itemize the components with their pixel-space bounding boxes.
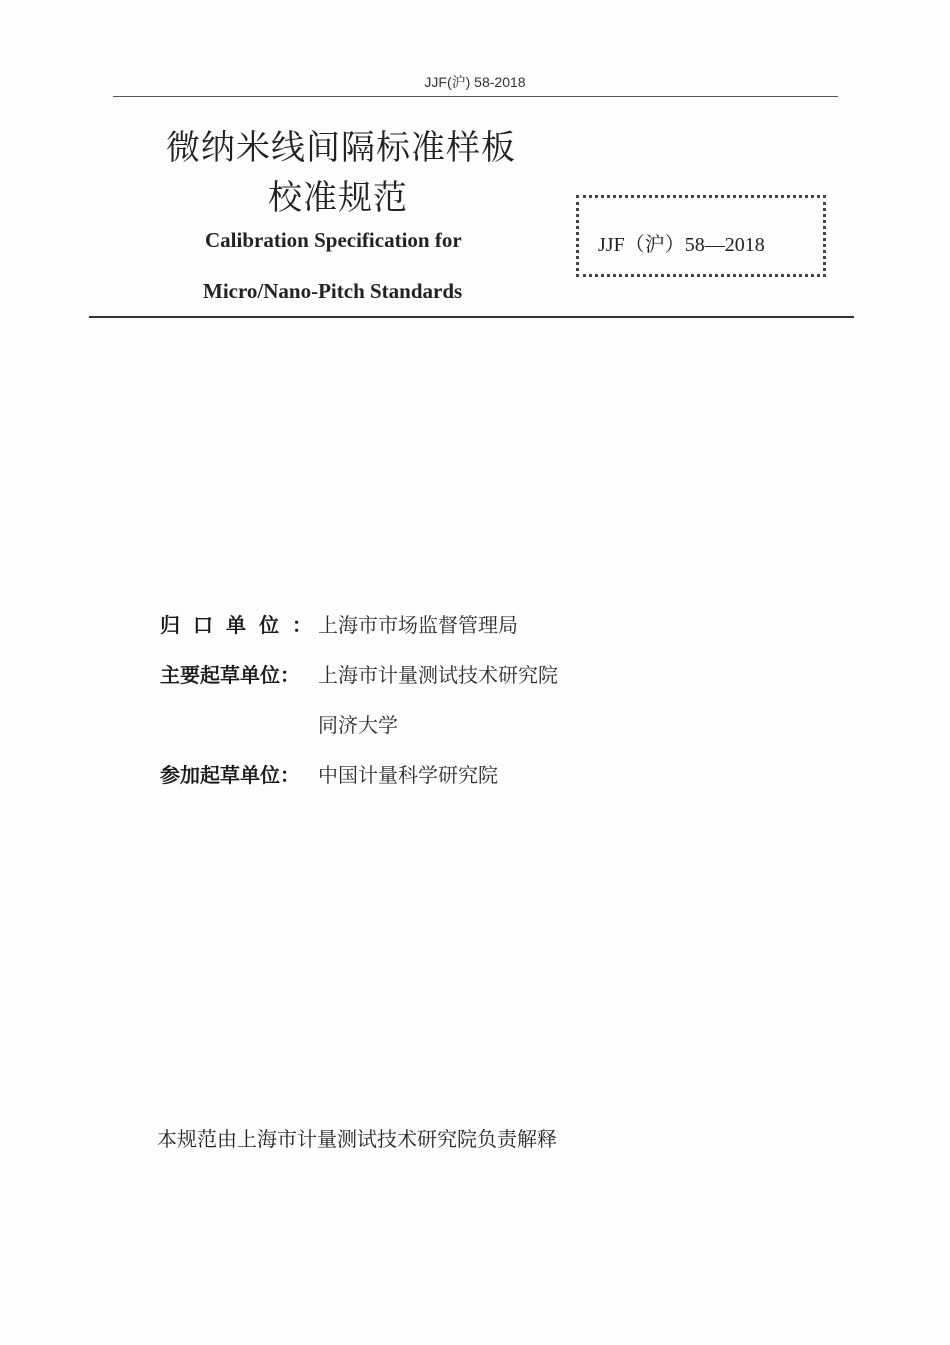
title-english-line-1: Calibration Specification for (205, 228, 462, 252)
header-rule (113, 96, 838, 97)
main-drafting-unit-label: 主要起草单位： (160, 663, 300, 687)
participating-unit-value: 中国计量科学研究院 (318, 763, 498, 787)
title-rule (89, 316, 854, 318)
title-chinese-line-1: 微纳米线间隔标准样板 (166, 128, 516, 168)
running-header-code: JJF(沪) 58-2018 (424, 74, 526, 90)
title-chinese-line-2: 校准规范 (268, 178, 408, 218)
interpretation-note: 本规范由上海市计量测试技术研究院负责解释 (157, 1127, 557, 1151)
responsible-unit-label: 归口单位： (160, 613, 325, 637)
main-drafting-unit-value-1: 上海市计量测试技术研究院 (318, 663, 558, 687)
responsible-unit-value: 上海市市场监督管理局 (318, 613, 518, 637)
main-drafting-unit-row (160, 659, 558, 688)
responsible-unit-row (160, 609, 518, 638)
specification-code: JJF（沪）58—2018 (598, 234, 765, 256)
participating-unit-label: 参加起草单位： (160, 763, 300, 787)
main-drafting-unit-value-2: 同济大学 (318, 713, 398, 737)
title-english-line-2: Micro/Nano-Pitch Standards (203, 279, 463, 303)
main-drafting-unit-row-2 (160, 709, 398, 738)
participating-unit-row (160, 759, 498, 788)
